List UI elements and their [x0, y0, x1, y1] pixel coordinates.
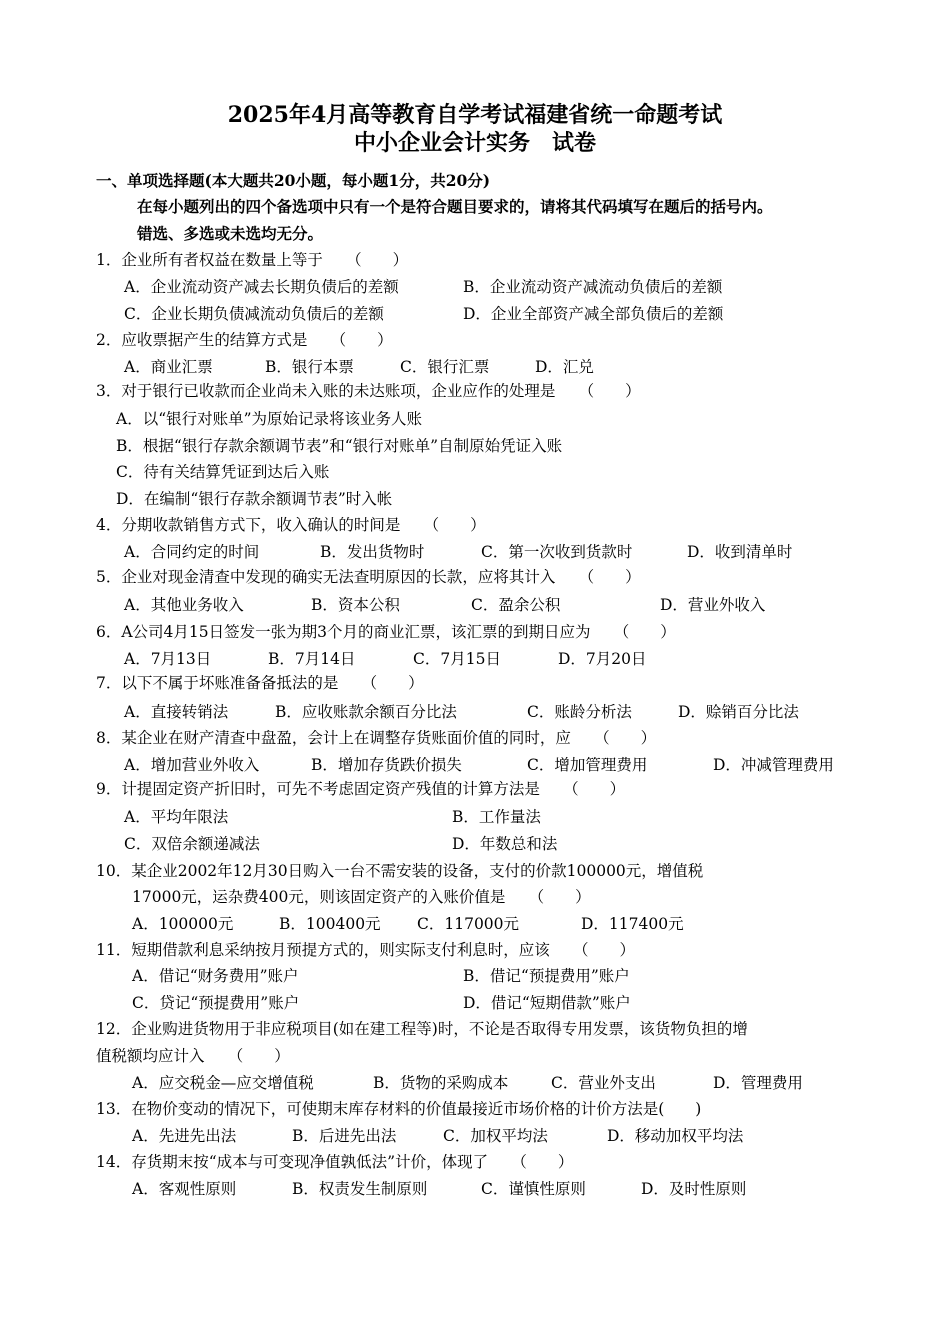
question-13-option-b: B．后进先出法 — [292, 1127, 397, 1145]
question-9-stem: 9．计提固定资产折旧时，可先不考虑固定资产残值的计算方法是 （ ） — [96, 780, 626, 798]
question-10-option-c: C．117000元 — [417, 915, 520, 933]
question-5-option-a: A．其他业务收入 — [124, 596, 244, 614]
question-8-option-d: D．冲减管理费用 — [713, 756, 834, 774]
question-1-option-b: B．企业流动资产减流动负债后的差额 — [463, 278, 723, 296]
question-5-option-b: B．资本公积 — [311, 596, 400, 614]
question-3-option-b: B．根据“银行存款余额调节表”和“银行对账单”自制原始凭证入账 — [116, 437, 563, 455]
question-8-stem: 8．某企业在财产清查中盘盈，会计上在调整存货账面价值的同时，应 （ ） — [96, 729, 657, 747]
question-8-option-a: A．增加营业外收入 — [124, 756, 260, 774]
question-8-option-b: B．增加存货跌价损失 — [311, 756, 462, 774]
question-6-stem: 6．A公司4月15日签发一张为期3个月的商业汇票，该汇票的到期日应为 （ ） — [96, 623, 676, 641]
question-10-option-b: B．100400元 — [279, 915, 381, 933]
question-9-option-d: D．年数总和法 — [452, 835, 558, 853]
question-13-option-a: A．先进先出法 — [132, 1127, 237, 1145]
question-13-option-c: C．加权平均法 — [443, 1127, 548, 1145]
question-12-stem-line-2: 值税额均应计入 （ ） — [96, 1047, 290, 1065]
question-10-option-a: A．100000元 — [132, 915, 234, 933]
question-1-stem: 1．企业所有者权益在数量上等于 （ ） — [96, 251, 409, 269]
question-4-option-c: C．第一次收到货款时 — [481, 543, 633, 561]
exam-title: 2025年4月高等教育自学考试福建省统一命题考试 — [227, 102, 723, 128]
question-14-option-a: A．客观性原则 — [132, 1180, 237, 1198]
question-11-option-c: C．贷记“预提费用”账户 — [132, 994, 300, 1012]
question-14-stem: 14．存货期末按“成本与可变现净值孰低法”计价，体现了 （ ） — [96, 1153, 574, 1171]
question-10-stem-line-2: 17000元，运杂费400元，则该固定资产的入账价值是 （ ） — [132, 888, 591, 906]
section-heading: 一、单项选择题(本大题共20小题，每小题1分，共20分) — [96, 171, 491, 190]
question-9-option-c: C．双倍余额递减法 — [124, 835, 260, 853]
question-13-option-d: D．移动加权平均法 — [607, 1127, 744, 1145]
question-14-option-d: D．及时性原则 — [641, 1180, 747, 1198]
question-8-option-c: C．增加管理费用 — [527, 756, 648, 774]
question-7-option-a: A．直接转销法 — [124, 703, 229, 721]
question-7-option-d: D．赊销百分比法 — [678, 703, 799, 721]
question-9-option-a: A．平均年限法 — [124, 808, 229, 826]
question-3-option-d: D．在编制“银行存款余额调节表”时入帐 — [116, 490, 393, 508]
question-3-option-a: A．以“银行对账单”为原始记录将该业务人账 — [116, 410, 423, 428]
question-7-stem: 7．以下不属于坏账准备备抵法的是 （ ） — [96, 674, 424, 692]
question-10-stem-line-1: 10．某企业2002年12月30日购入一台不需安装的设备，支付的价款100000元，增值税 — [96, 862, 704, 880]
question-10-option-d: D．117400元 — [581, 915, 684, 933]
question-2-option-c: C．银行汇票 — [400, 358, 490, 376]
question-2-option-a: A．商业汇票 — [124, 358, 213, 376]
question-11-stem: 11．短期借款利息采纳按月预提方式的，则实际支付利息时，应该 （ ） — [96, 941, 635, 959]
question-5-option-d: D．营业外收入 — [660, 596, 766, 614]
question-1-option-d: D．企业全部资产减全部负债后的差额 — [463, 305, 724, 323]
question-9-option-b: B．工作量法 — [452, 808, 541, 826]
question-12-option-c: C．营业外支出 — [551, 1074, 656, 1092]
exam-subtitle: 中小企业会计实务 试卷 — [353, 130, 596, 156]
section-instruction-1: 在每小题列出的四个备选项中只有一个是符合题目要求的，请将其代码填写在题后的括号内。 — [137, 197, 773, 216]
question-5-stem: 5．企业对现金清查中发现的确实无法查明原因的长款，应将其计入 （ ） — [96, 568, 641, 586]
question-14-option-b: B．权责发生制原则 — [292, 1180, 428, 1198]
question-2-option-d: D．汇兑 — [535, 358, 594, 376]
section-instruction-2: 错选、多选或未选均无分。 — [137, 224, 324, 243]
question-6-option-a: A．7月13日 — [124, 650, 212, 668]
question-2-option-b: B．银行本票 — [265, 358, 354, 376]
question-4-option-a: A．合同约定的时间 — [124, 543, 260, 561]
question-4-option-b: B．发出货物时 — [320, 543, 425, 561]
question-12-stem-line-1: 12．企业购进货物用于非应税项目(如在建工程等)时，不论是否取得专用发票，该货物负担的增 — [96, 1020, 748, 1038]
question-12-option-b: B．货物的采购成本 — [373, 1074, 509, 1092]
question-4-stem: 4．分期收款销售方式下，收入确认的时间是 （ ） — [96, 516, 486, 534]
question-7-option-b: B．应收账款余额百分比法 — [275, 703, 457, 721]
question-11-option-d: D．借记“短期借款”账户 — [463, 994, 631, 1012]
question-6-option-c: C．7月15日 — [413, 650, 501, 668]
question-14-option-c: C．谨慎性原则 — [481, 1180, 586, 1198]
question-12-option-a: A．应交税金—应交增值税 — [132, 1074, 314, 1092]
question-11-option-b: B．借记“预提费用”账户 — [463, 967, 630, 985]
question-2-stem: 2．应收票据产生的结算方式是 （ ） — [96, 331, 393, 349]
question-3-stem: 3．对于银行已收款而企业尚未入账的未达账项，企业应作的处理是 （ ） — [96, 382, 641, 400]
question-6-option-b: B．7月14日 — [268, 650, 356, 668]
question-1-option-c: C．企业长期负债减流动负债后的差额 — [124, 305, 384, 323]
question-13-stem: 13．在物价变动的情况下，可使期末库存材料的价值最接近市场价格的计价方法是( ) — [96, 1100, 702, 1118]
question-1-option-a: A．企业流动资产减去长期负债后的差额 — [124, 278, 399, 296]
question-3-option-c: C．待有关结算凭证到达后入账 — [116, 463, 330, 481]
question-7-option-c: C．账龄分析法 — [527, 703, 632, 721]
question-6-option-d: D．7月20日 — [558, 650, 647, 668]
question-4-option-d: D．收到清单时 — [687, 543, 793, 561]
question-5-option-c: C．盈余公积 — [471, 596, 561, 614]
question-11-option-a: A．借记“财务费用”账户 — [132, 967, 299, 985]
question-12-option-d: D．管理费用 — [713, 1074, 803, 1092]
